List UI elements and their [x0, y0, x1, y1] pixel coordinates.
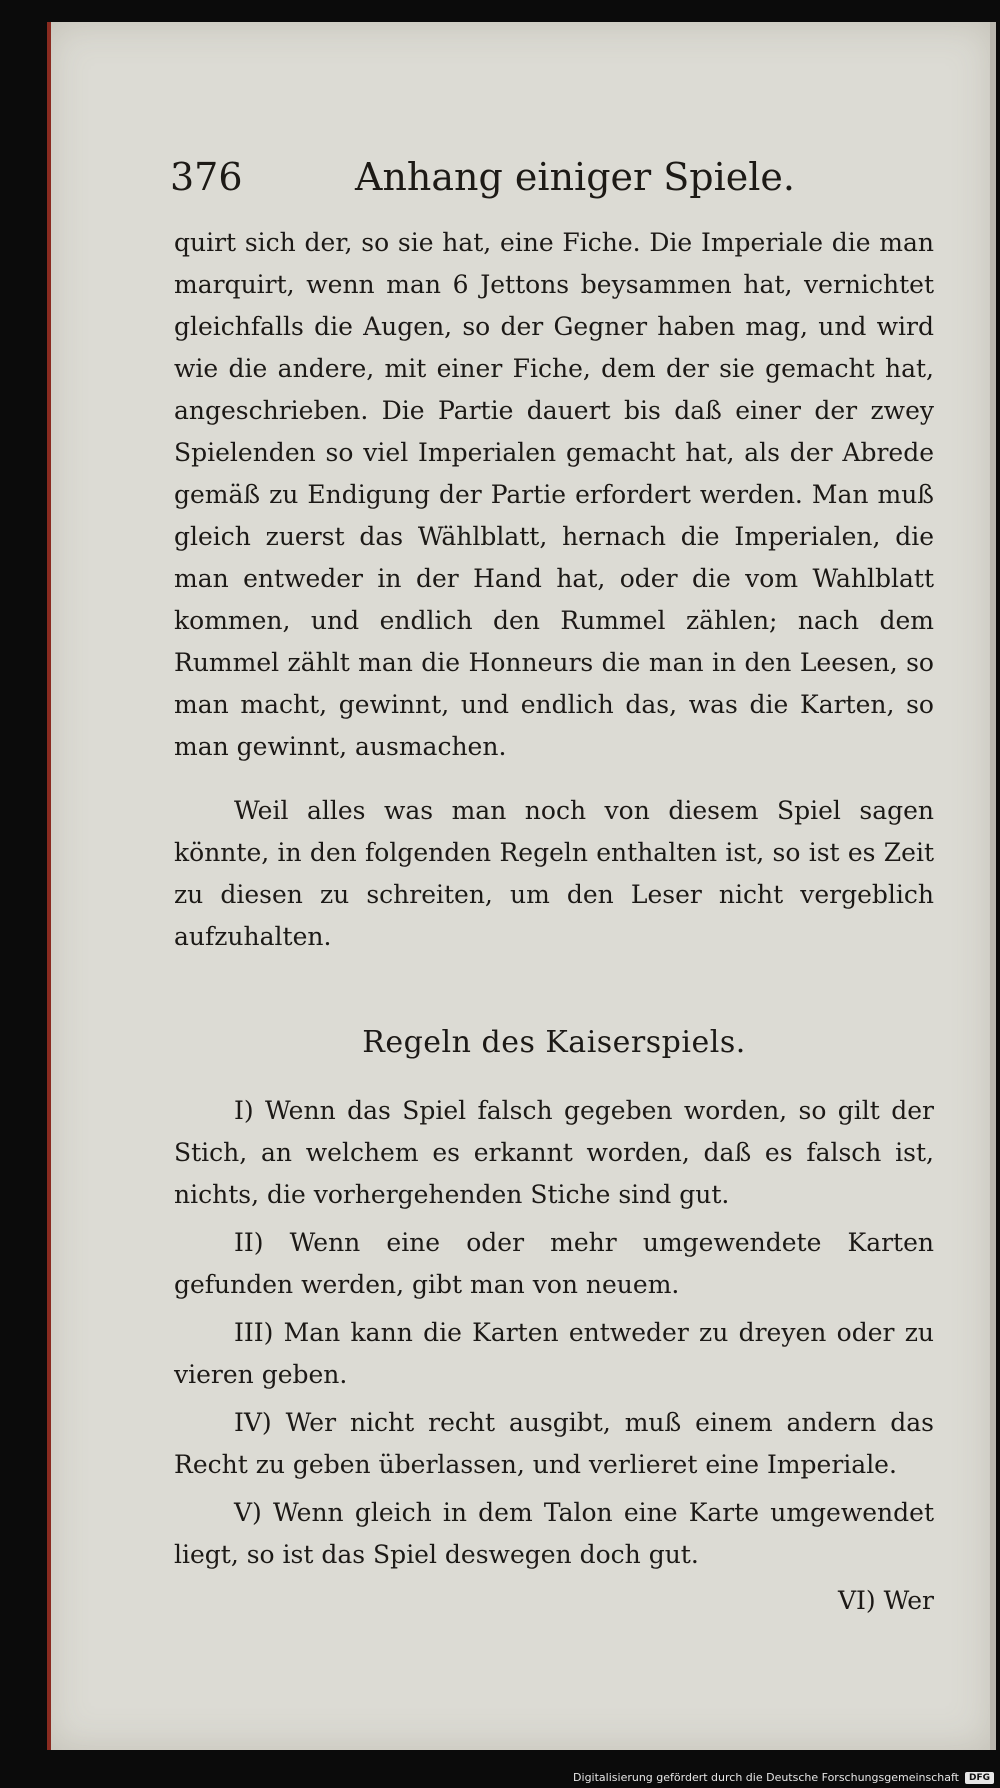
footer-text: Digitalisierung gefördert durch die Deutsche Forschungsgemeinschaft: [573, 1771, 959, 1784]
page-edge: [47, 22, 51, 1750]
rule-item: IV) Wer nicht recht ausgibt, muß einem andern das Recht zu geben überlassen, und verlieret eine Imperiale.: [174, 1408, 934, 1479]
page-edge-right: [990, 22, 996, 1750]
dfg-logo: DFG: [965, 1772, 994, 1784]
rule-item: V) Wenn gleich in dem Talon eine Karte umgewendet liegt, so ist das Spiel deswegen doch gut.: [174, 1498, 934, 1569]
digitization-footer: [573, 1771, 994, 1784]
page-body: [174, 222, 934, 1622]
rule-item: I) Wenn das Spiel falsch gegeben worden, so gilt der Stich, an welchem es erkannt worden, daß es falsch ist, nichts, die vorhergehenden Stiche sind gut.: [174, 1096, 934, 1209]
page-number: 376: [170, 155, 243, 199]
section-title: Regeln des Kaiserspiels.: [362, 1025, 746, 1060]
page-header: [170, 155, 950, 205]
paragraph: Weil alles was man noch von diesem Spiel sagen könnte, in den folgenden Regeln enthalten ist, so ist es Zeit zu diesen zu schreiten, um den Leser nicht vergeblich aufzuhalten.: [174, 796, 934, 951]
catchword: VI) Wer: [837, 1586, 934, 1615]
running-head: Anhang einiger Spiele.: [355, 155, 795, 199]
rule-item: II) Wenn eine oder mehr umgewendete Karten gefunden werden, gibt man von neuem.: [174, 1228, 934, 1299]
paragraph: quirt sich der, so sie hat, eine Fiche. Die Imperiale die man marquirt, wenn man 6 Jettons beysammen hat, vernichtet gleichfalls die Augen, so der Gegner haben mag, und wird wie die andere, mit einer Fiche, dem der sie gemacht hat, angeschrieben. Die Partie dauert bis daß einer der zwey Spielenden so viel Imperialen gemacht hat, als der Abrede gemäß zu Endigung der Partie erfordert werden. Man muß gleich zuerst das Wählblatt, hernach die Imperialen, die man entweder in der Hand hat, oder die vom Wahlblatt kommen, und endlich den Rummel zählen; nach dem Rummel zählt man die Honneurs die man in den Leesen, so man macht, gewinnt, und endlich das, was die Karten, so man gewinnt, ausmachen.: [174, 228, 934, 761]
rule-item: III) Man kann die Karten entweder zu dreyen oder zu vieren geben.: [174, 1318, 934, 1389]
